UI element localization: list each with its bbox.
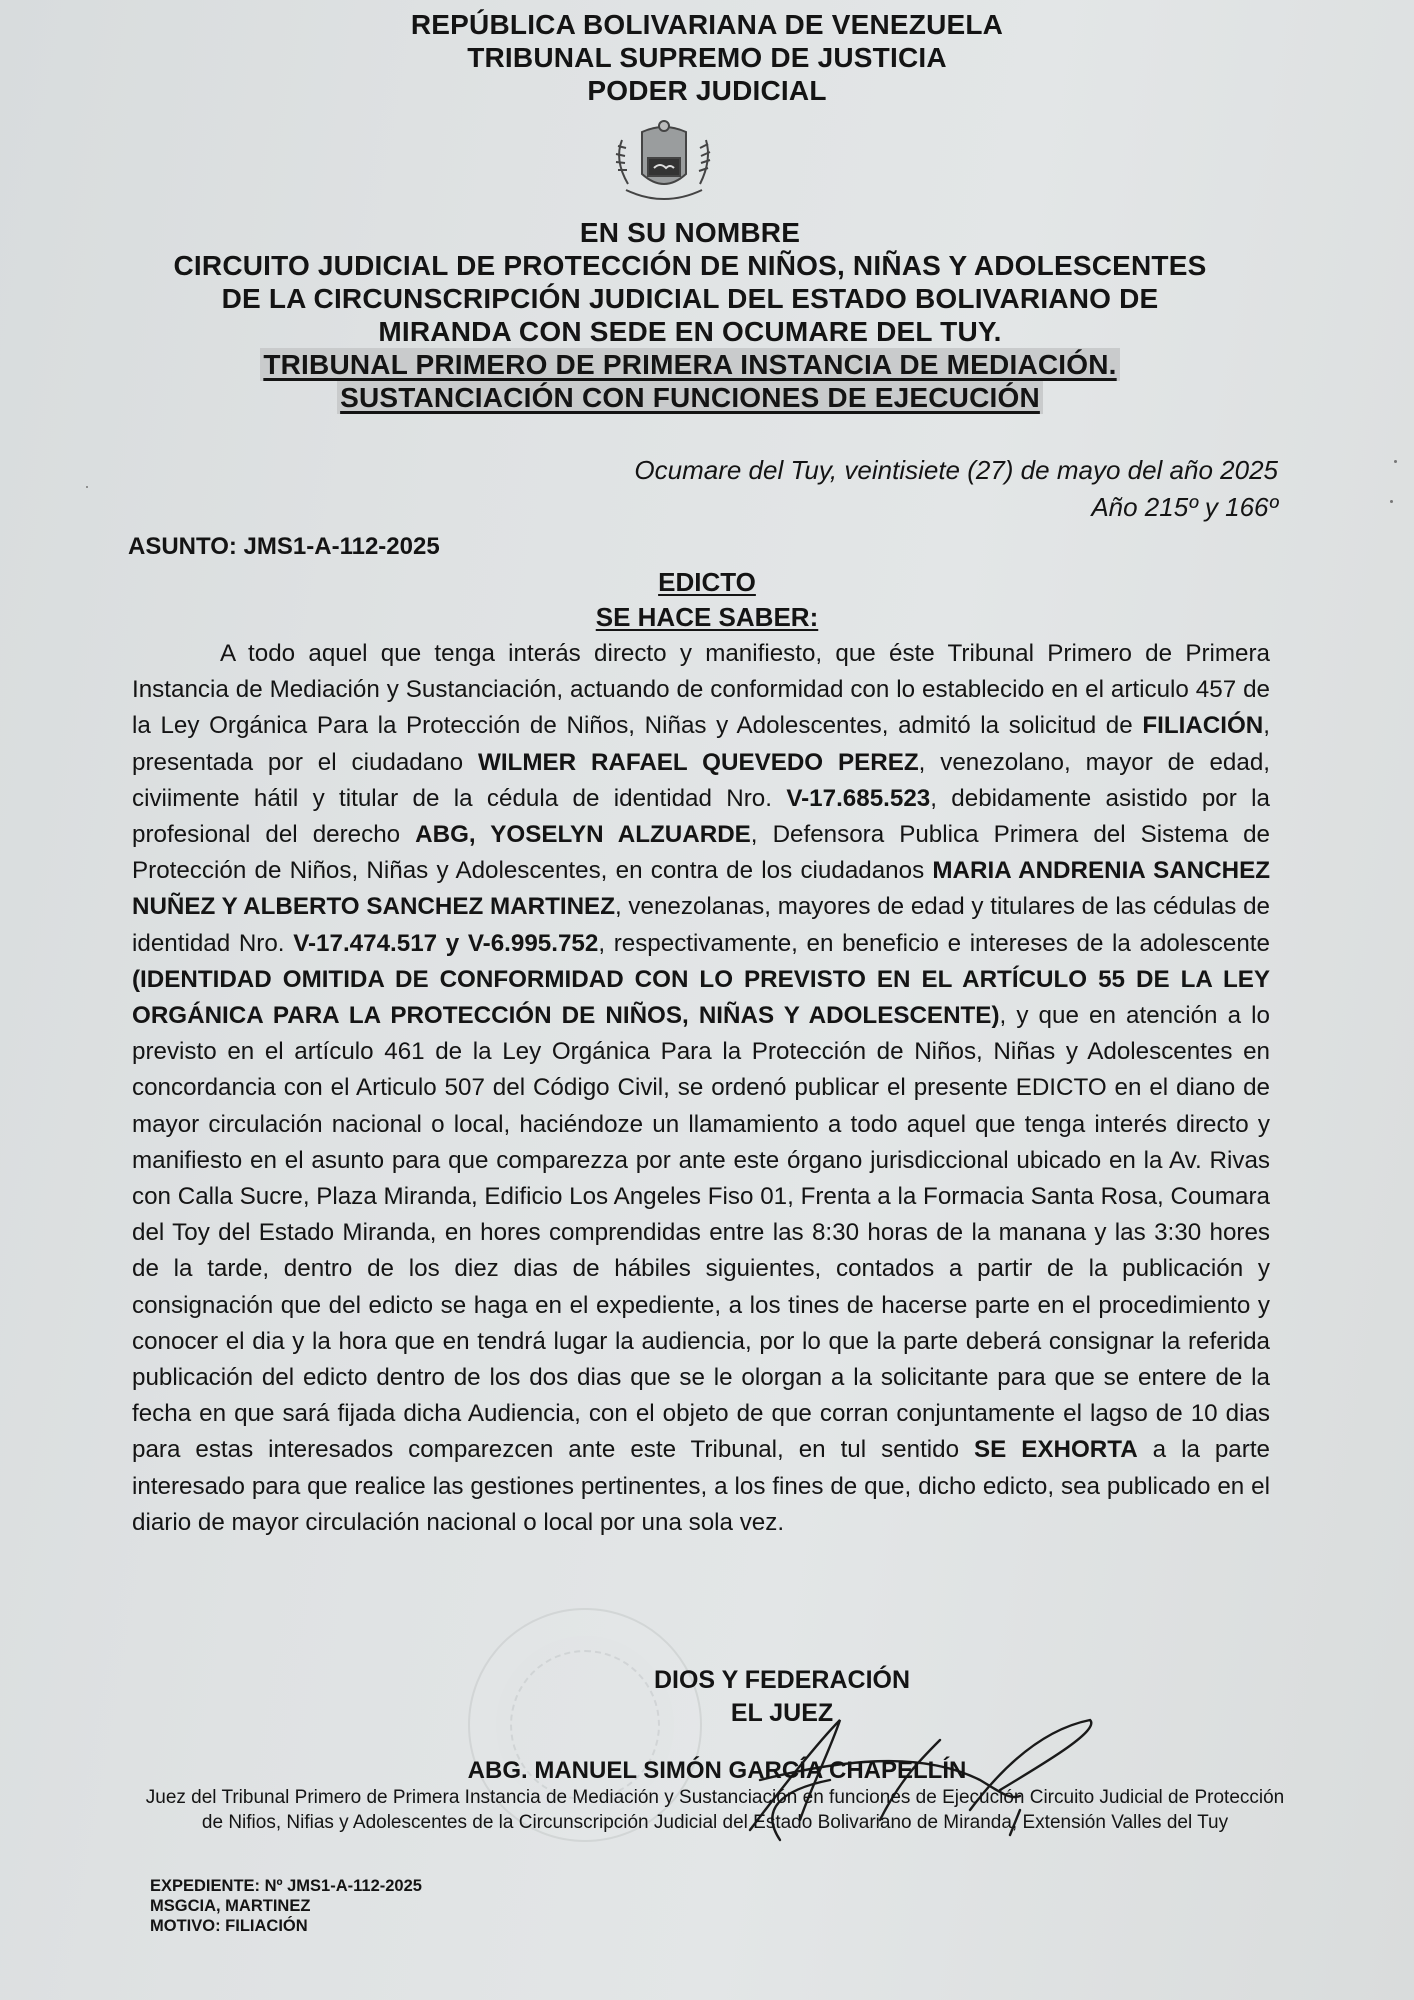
letterhead-line-republic: REPÚBLICA BOLIVARIANA DE VENEZUELA (410, 9, 1004, 40)
emphasized-text: V-17.685.523 (786, 784, 931, 812)
edict-title (0, 565, 1414, 635)
body-text: , venezolano, mayor de edad, civiimente hátil y titular de la cédula de identidad Nro. (132, 748, 1270, 812)
judge-role: EL JUEZ (730, 1699, 834, 1727)
body-text: , Defensora Publica Primera del Sistema de Protección de Niños, Niñas y Adolescentes, en contra de los ciudadanos (132, 821, 1270, 885)
se-hace-saber-heading: SE HACE SABER: (595, 602, 819, 632)
body-text: , presentada por el ciudadano (132, 712, 1270, 776)
paper-speck (86, 486, 88, 488)
body-text: a la parte interesado para que realice las gestiones pertinentes, a los fines de que, dicho edicto, sea publicado en el diario de mayor circulación nacional o local por una sola vez. (132, 1436, 1270, 1536)
emphasized-text: (IDENTIDAD OMITIDA DE CONFORMIDAD CON LO PREVISTO EN EL ARTÍCULO 55 DE LA LEY ORGÁNICA PARA LA PROTECCIÓN DE NIÑOS, NIÑAS Y ADOLESCENTE) (132, 965, 1270, 1030)
place-date: Ocumare del Tuy, veintisiete (27) de mayo del año 2025 (634, 455, 1278, 485)
letterhead-line-poder-judicial: PODER JUDICIAL (587, 75, 827, 106)
expediente-number: EXPEDIENTE: Nº JMS1-A-112-2025 (150, 1877, 422, 1895)
emphasized-text: SE EXHORTA (974, 1436, 1138, 1464)
asunto-reference: ASUNTO: JMS1-A-112-2025 (128, 533, 440, 560)
letterhead (0, 8, 1414, 107)
body-text: , venezolanas, mayores de edad y titulares de las cédulas de identidad Nro. (132, 893, 1270, 957)
judge-title: Juez del Tribunal Primero de Primera Instancia de Mediación y Sustanciación en funciones de Ejecución Circuito Judicial de Protección de Nifios, Nifias y Adolescentes de la Circunscripción Judicial del Estado Bolivariano de Miranda, Extensión Valles del Tuy (145, 1787, 1285, 1833)
body-text: A todo aquel que tenga interás directo y manifiesto, que éste Tribunal Primero de Primera Instancia de Mediación y Sustanciación, actuando de conformidad con lo establecido en el articulo 457 de la Ley Orgánica Para la Protección de Niños, Niñas y Adolescentes, admitó la solicitud de (132, 640, 1270, 740)
body-text: , y que en atención a lo previsto en el artículo 461 de la Ley Orgánica Para la Protección de Niños, Niñas y Adolescentes en concordancia con el Articulo 507 del Código Civil, se ordenó publicar el presente EDICTO en el diano de mayor circulación nacional o local, haciéndoze un llamamiento a todo aquel que tenga interés directo y manifiesto en el asunto para que comparezza por ante este órgano jurisdiccional ubicado en la Av. Rivas con Calla Sucre, Plaza Miranda, Edificio Los Angeles Fiso 01, Frenta a la Formacia Santa Rosa, Coumara del Toy del Estado Miranda, en hores comprendidas entre las 8:30 horas de la manana y las 3:30 hores de la tarde, dentro de los diez dias de hábiles siguientes, contados a partir de la publicación y consignación que del edicto se haga en el expediente, a los tines de hacerse parte en el procedimiento y conocer el dia y la hora que en tendrá lugar la audiencia, por lo que la parte deberá consignar la referida publicación del edicto dentro de los dos dias que se le olorgan a la solicitante para que se entere de la fecha en que sará fijada dicha Audiencia, con el objeto de que corran conjuntamente el lagso de 10 dias para estas interesados comparezcen ante este Tribunal, en tul sentido (132, 1002, 1270, 1464)
case-footer (150, 1876, 422, 1936)
body-text: , respectivamente, en beneficio e intereses de la adolescente (598, 929, 1270, 957)
emphasized-text: ABG, YOSELYN ALZUARDE (415, 821, 751, 849)
judge-name-block (0, 1757, 1414, 1785)
circuit-line: DE LA CIRCUNSCRIPCIÓN JUDICIAL DEL ESTADO BOLIVARIANO DE (221, 283, 1159, 314)
venezuela-coat-of-arms-icon (604, 120, 724, 212)
emphasized-text: V-17.474.517 y V-6.995.752 (293, 929, 599, 957)
letterhead-line-tsj: TRIBUNAL SUPREMO DE JUSTICIA (467, 42, 947, 73)
date-block (634, 452, 1278, 526)
initials: MSGCIA, MARTINEZ (150, 1897, 311, 1915)
emphasized-text: WILMER RAFAEL QUEVEDO PEREZ (478, 748, 919, 776)
en-su-nombre: EN SU NOMBRE (579, 217, 801, 248)
emphasized-text: MARIA ANDRENIA SANCHEZ NUÑEZ Y ALBERTO SANCHEZ MARTINEZ (132, 857, 1270, 921)
paper-speck (1390, 500, 1393, 503)
tribunal-line: TRIBUNAL PRIMERO DE PRIMERA INSTANCIA DE MEDIACIÓN. (260, 348, 1119, 381)
emphasized-text: FILIACIÓN (1142, 712, 1264, 740)
year-notation: Año 215º y 166º (1091, 492, 1278, 522)
edict-paragraph (132, 636, 1270, 1541)
tribunal-line: SUSTANCIACIÓN CON FUNCIONES DE EJECUCIÓN (337, 381, 1043, 414)
closing-block (0, 1664, 1414, 1730)
circuit-line: CIRCUITO JUDICIAL DE PROTECCIÓN DE NIÑOS, NIÑAS Y ADOLESCENTES (173, 250, 1207, 281)
paper-speck (1394, 460, 1397, 463)
circuit-line: MIRANDA CON SEDE EN OCUMARE DEL TUY. (378, 316, 1002, 347)
motto: DIOS Y FEDERACIÓN (653, 1666, 911, 1694)
judge-name: ABG. MANUEL SIMÓN GARCÍA CHAPELLÍN (467, 1757, 967, 1784)
motivo: MOTIVO: FILIACIÓN (150, 1917, 308, 1935)
body-text: , debidamente asistido por la profesional del derecho (132, 784, 1270, 849)
court-header (120, 216, 1260, 414)
edict-body (132, 636, 1270, 1541)
edicto-heading: EDICTO (658, 567, 756, 597)
